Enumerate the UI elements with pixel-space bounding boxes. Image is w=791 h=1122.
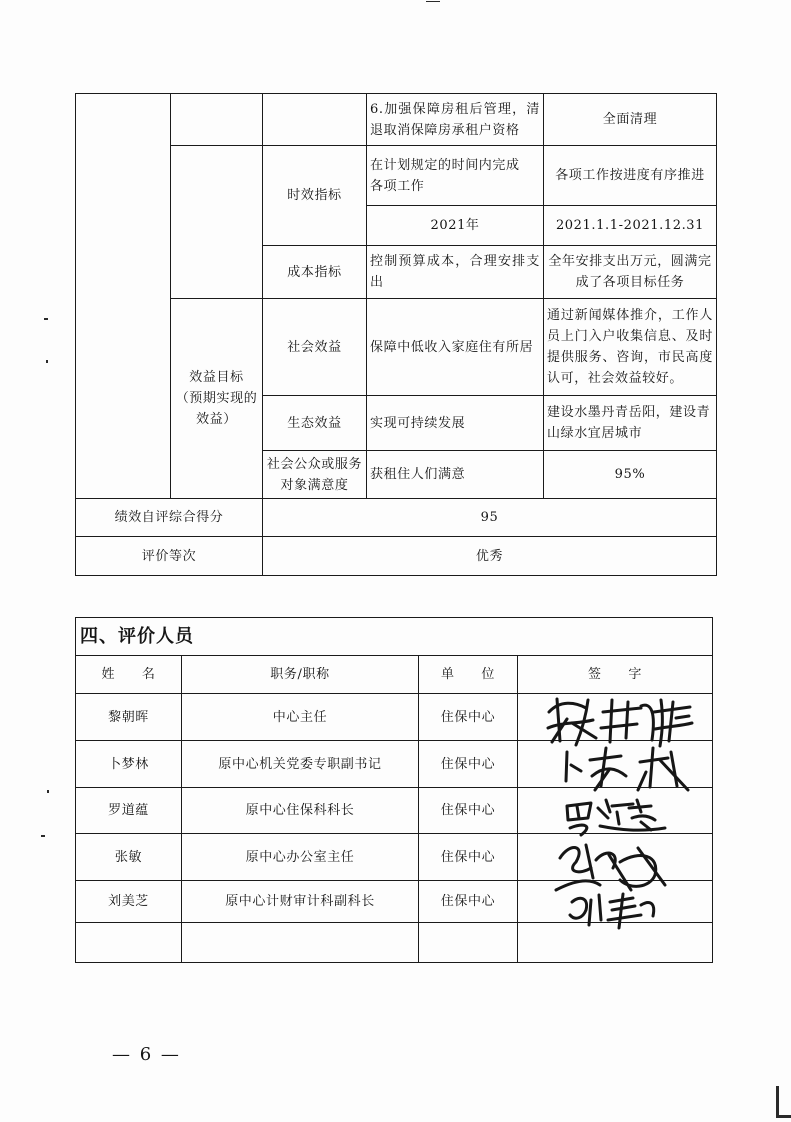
- table-row: [76, 741, 713, 788]
- benefit-label: 效益目标 （预期实现的效益）: [171, 299, 263, 499]
- member-position: 原中心计财审计科副科长: [182, 881, 419, 923]
- table-row: [76, 618, 713, 656]
- scan-mark: [776, 1086, 779, 1118]
- member-name: 刘美芝: [76, 881, 182, 923]
- indicator-value: 建设水墨丹青岳阳，建设青山绿水宜居城市: [544, 396, 717, 451]
- table-row: [76, 788, 713, 834]
- member-position: 原中心住保科科长: [182, 788, 419, 834]
- indicator-value: 通过新闻媒体推介，工作人员上门入户收集信息、及时提供服务、咨询，市民高度认可，社会效益较好。: [544, 299, 717, 396]
- indicator-content: 6.加强保障房租后管理，清退取消保障房承租户资格: [367, 94, 544, 146]
- member-position: 中心主任: [182, 694, 419, 741]
- scan-mark: [41, 835, 45, 837]
- benefit-item-label: 生态效益: [263, 396, 367, 451]
- category-cell: [76, 94, 171, 499]
- table-row: [76, 881, 713, 923]
- member-signature-cell: [518, 788, 713, 834]
- member-signature-cell: [518, 881, 713, 923]
- member-position: 原中心机关党委专职副书记: [182, 741, 419, 788]
- table-row: [76, 499, 717, 537]
- member-position: 原中心办公室主任: [182, 834, 419, 881]
- subcategory-cell: [171, 146, 263, 299]
- performance-table: [75, 93, 717, 576]
- member-unit: 住保中心: [419, 881, 518, 923]
- table-row: [76, 94, 717, 146]
- empty-row: [76, 923, 713, 963]
- score-value: 95: [263, 499, 717, 537]
- header-position: 职务/职称: [182, 656, 419, 694]
- empty-cell: [182, 923, 419, 963]
- member-unit: 住保中心: [419, 741, 518, 788]
- benefit-item-label: 社会公众或服务对象满意度: [263, 451, 367, 499]
- header-name: 姓 名: [76, 656, 182, 694]
- empty-cell: [419, 923, 518, 963]
- timeliness-label: 时效指标: [263, 146, 367, 246]
- scan-mark: [426, 1, 440, 2]
- cost-label: 成本指标: [263, 246, 367, 299]
- member-signature-cell: [518, 741, 713, 788]
- indicator-cell: [263, 94, 367, 146]
- table-row: [76, 537, 717, 576]
- scan-mark: [47, 790, 49, 793]
- page-number: — 6 —: [112, 1044, 181, 1065]
- member-unit: 住保中心: [419, 788, 518, 834]
- indicator-value: 全面清理: [544, 94, 717, 146]
- member-name: 张敏: [76, 834, 182, 881]
- score-label: 绩效自评综合得分: [76, 499, 263, 537]
- indicator-content: 2021年: [367, 206, 544, 246]
- scan-mark: [46, 360, 48, 363]
- grade-value: 优秀: [263, 537, 717, 576]
- scan-mark: [776, 1115, 791, 1118]
- table-row: [76, 834, 713, 881]
- indicator-content: 保障中低收入家庭住有所居: [367, 299, 544, 396]
- indicator-content: 获租住人们满意: [367, 451, 544, 499]
- member-unit: 住保中心: [419, 694, 518, 741]
- member-name: 黎朝晖: [76, 694, 182, 741]
- empty-cell: [518, 923, 713, 963]
- indicator-content: 实现可持续发展: [367, 396, 544, 451]
- member-name: 卜梦林: [76, 741, 182, 788]
- indicator-content: 在计划规定的时间内完成 各项工作: [367, 146, 544, 206]
- table-row: [76, 299, 717, 396]
- table-row: [76, 694, 713, 741]
- evaluators-table: [75, 617, 713, 963]
- table-row: [76, 146, 717, 206]
- section-title: 四、评价人员: [76, 618, 713, 656]
- indicator-value: 95%: [544, 451, 717, 499]
- header-signature: 签 字: [518, 656, 713, 694]
- empty-cell: [76, 923, 182, 963]
- member-signature-cell: [518, 834, 713, 881]
- indicator-content: 控制预算成本，合理安排支出: [367, 246, 544, 299]
- indicator-value: 全年安排支出万元，圆满完成了各项目标任务: [544, 246, 717, 299]
- benefit-item-label: 社会效益: [263, 299, 367, 396]
- member-signature-cell: [518, 694, 713, 741]
- member-name: 罗道蕴: [76, 788, 182, 834]
- subcategory-cell: [171, 94, 263, 146]
- grade-label: 评价等次: [76, 537, 263, 576]
- member-unit: 住保中心: [419, 834, 518, 881]
- scan-mark: [44, 318, 48, 320]
- header-unit: 单 位: [419, 656, 518, 694]
- indicator-value: 各项工作按进度有序推进: [544, 146, 717, 206]
- indicator-value: 2021.1.1-2021.12.31: [544, 206, 717, 246]
- header-row: [76, 656, 713, 694]
